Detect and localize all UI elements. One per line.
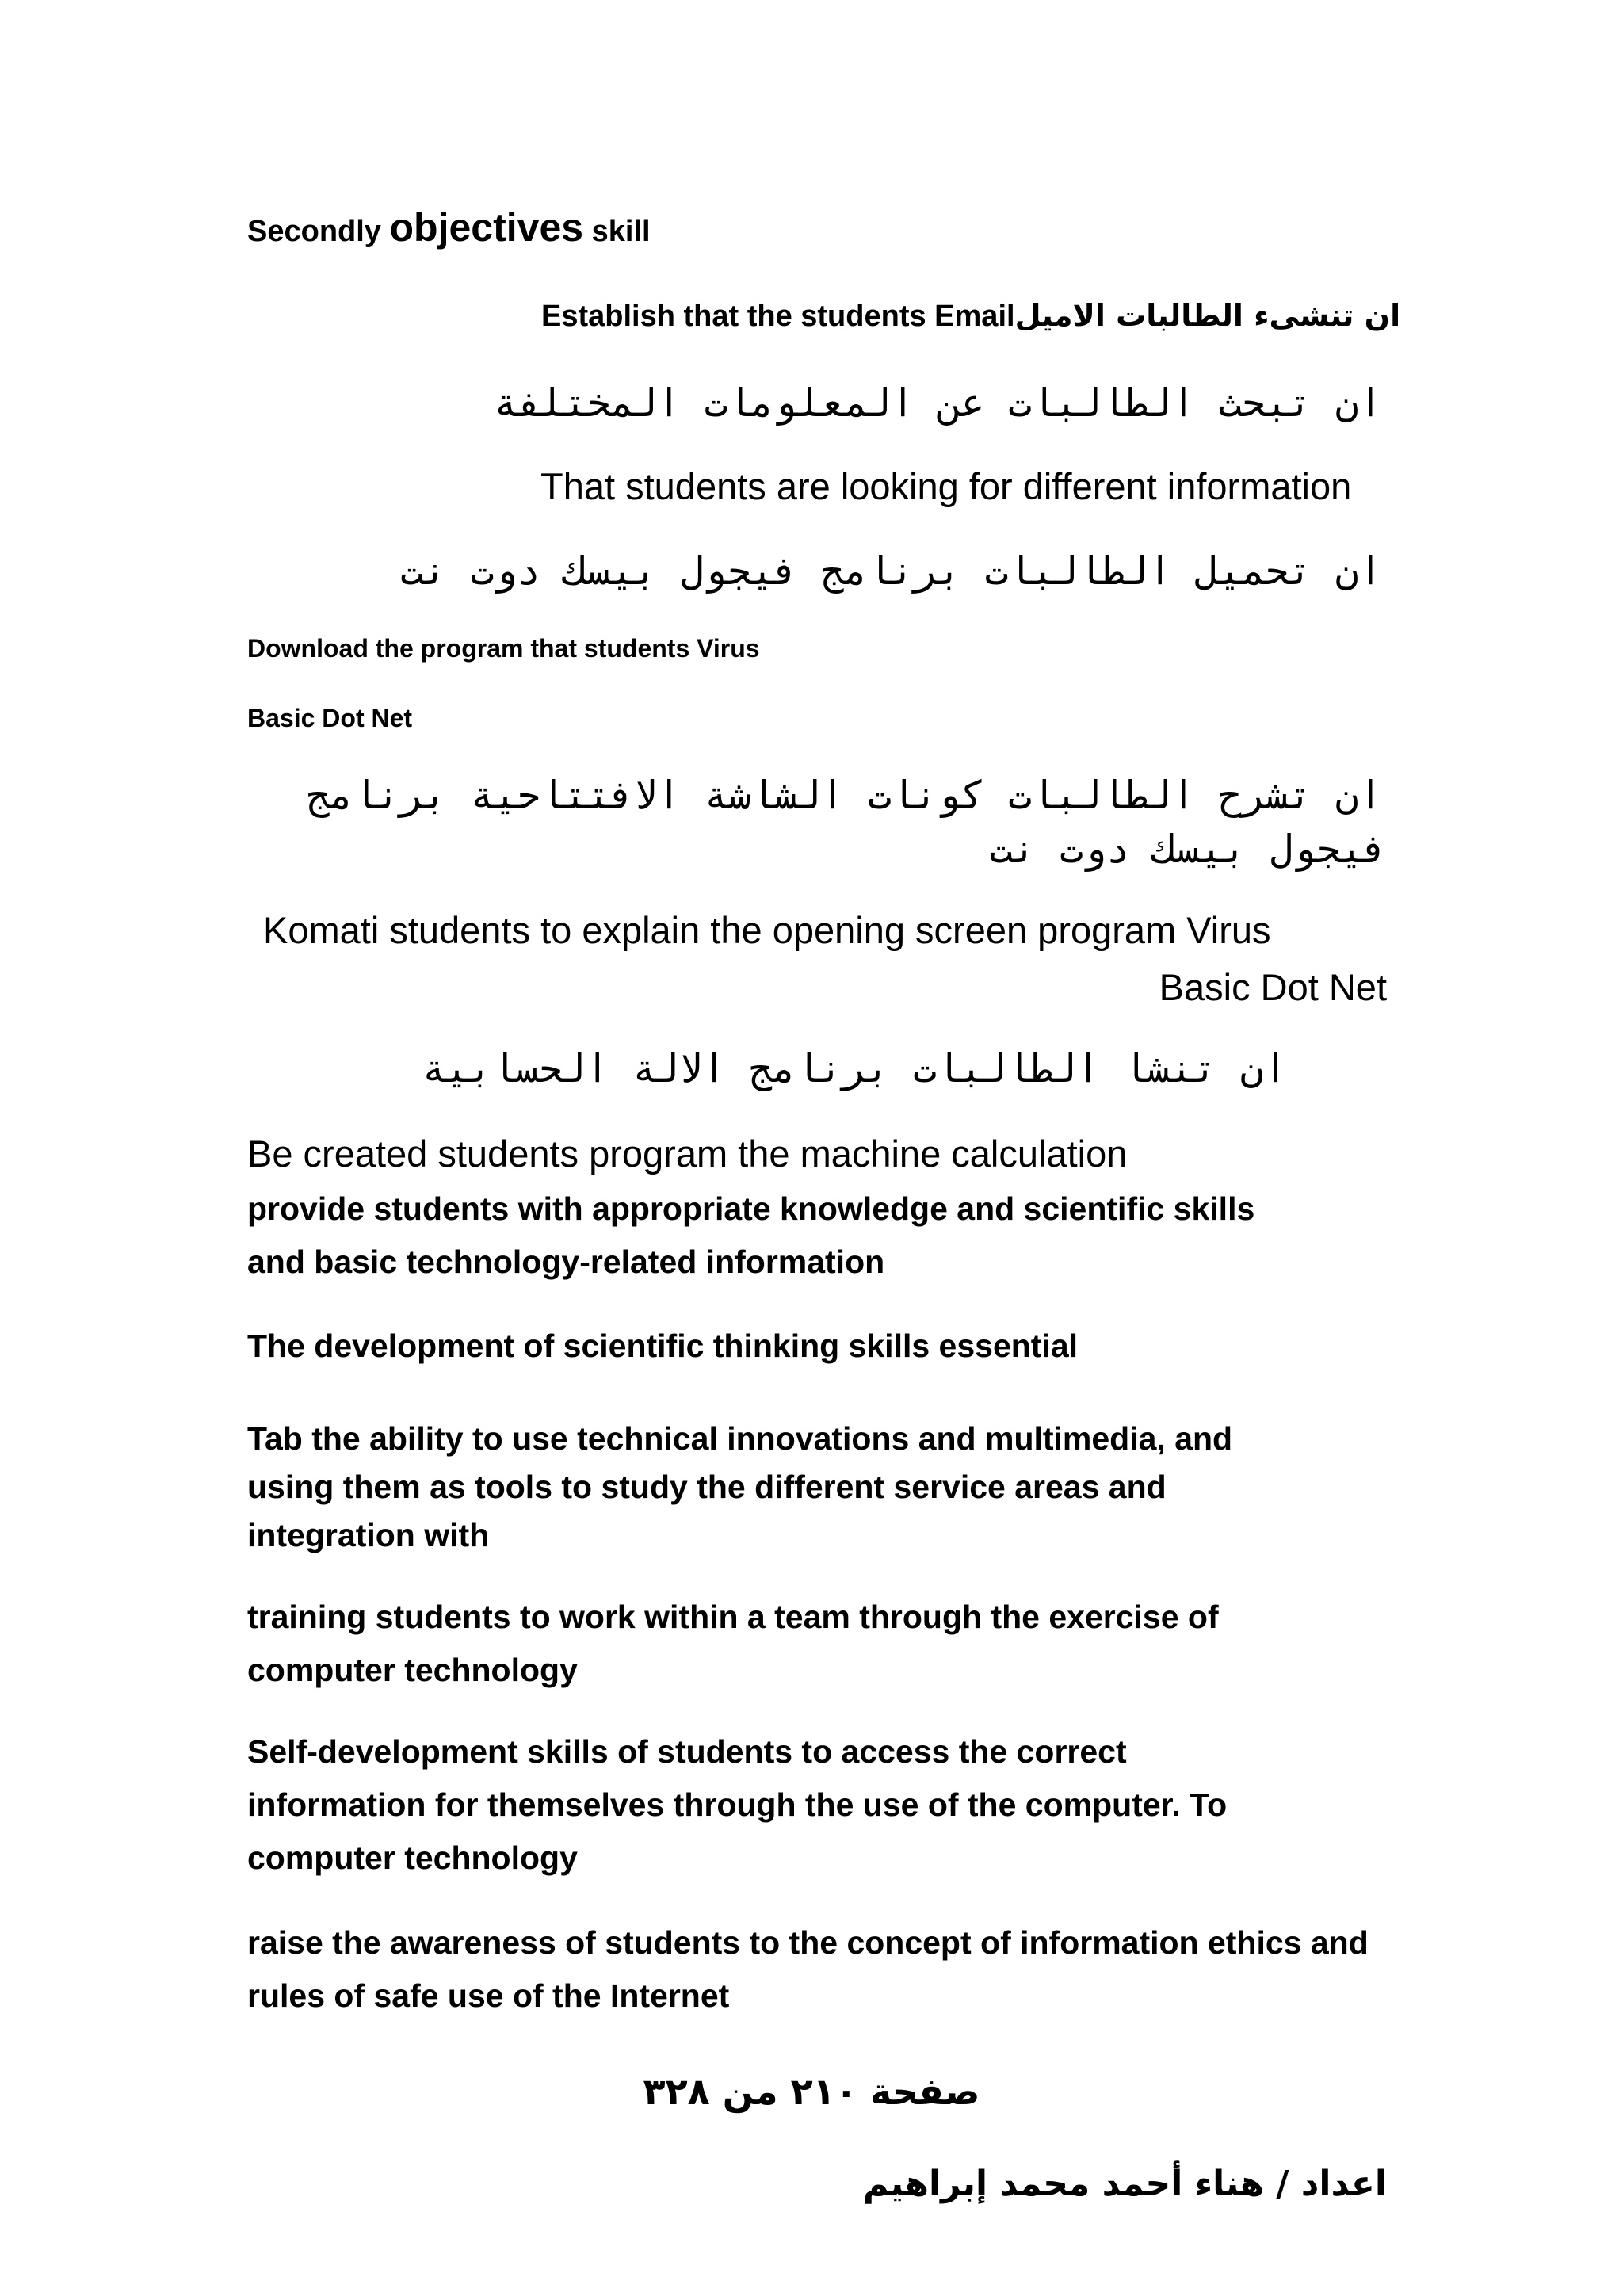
goal-technical-innovations: Tab the ability to use technical innovations and multimedia, and using them as tools to study the different service areas and integration with bbox=[247, 1420, 1233, 1553]
goal-information-ethics: raise the awareness of students to the concept of information ethics and rules of safe use of the Internet bbox=[247, 1924, 1369, 2014]
objective-explain-ar-2: فيجول بيسك دوت نت bbox=[989, 827, 1387, 872]
goal-knowledge: provide students with appropriate knowledge and scientific skills and basic technology-related information bbox=[247, 1190, 1255, 1280]
objective-explain-ar-1: ان تشرح الطالبات كونات الشاشة الافتتاحية برنامج bbox=[306, 773, 1382, 818]
section-heading bbox=[247, 204, 651, 250]
heading-suffix: skill bbox=[583, 215, 651, 248]
objective-download-en-1: Download the program that students Virus bbox=[247, 634, 760, 663]
heading-emphasis: objectives bbox=[389, 205, 584, 250]
objective-calculator-en: Be created students program the machine calculation bbox=[247, 1133, 1128, 1175]
objective-search-ar: ان تبحث الطالبات عن المعلومات المختلفة bbox=[493, 380, 1382, 426]
heading-prefix: Secondly bbox=[247, 215, 390, 248]
goal-teamwork: training students to work within a team through the exercise of computer technology bbox=[247, 1599, 1219, 1688]
objective-email-en: Establish that the students Email bbox=[541, 300, 1015, 333]
goal-self-development: Self-development skills of students to access the correct information for themselves through the use of the computer. To computer technology bbox=[247, 1733, 1228, 1876]
objective-download-en-2: Basic Dot Net bbox=[247, 704, 413, 732]
objective-download-ar: ان تحميل الطالبات برنامج فيجول بيسك دوت نت bbox=[399, 548, 1382, 594]
objective-explain-en-1: Komati students to explain the opening screen program Virus bbox=[263, 909, 1271, 951]
objective-email bbox=[541, 298, 1400, 334]
objective-email-ar: ان تنشىء الطالبات الاميل bbox=[1014, 298, 1401, 333]
objective-calculator-ar: ان تنشا الطالبات برنامج الالة الحسابية bbox=[422, 1046, 1287, 1091]
objective-search-en: That students are looking for different information bbox=[540, 465, 1352, 507]
goal-scientific-thinking: The development of scientific thinking skills essential bbox=[247, 1328, 1079, 1364]
author-credit: اعداد / هناء أحمد محمد إبراهيم bbox=[863, 2164, 1387, 2204]
page-number: صفحة ٢١٠ من ٣٢٨ bbox=[643, 2070, 980, 2113]
objective-explain-en-2: Basic Dot Net bbox=[1159, 966, 1387, 1008]
